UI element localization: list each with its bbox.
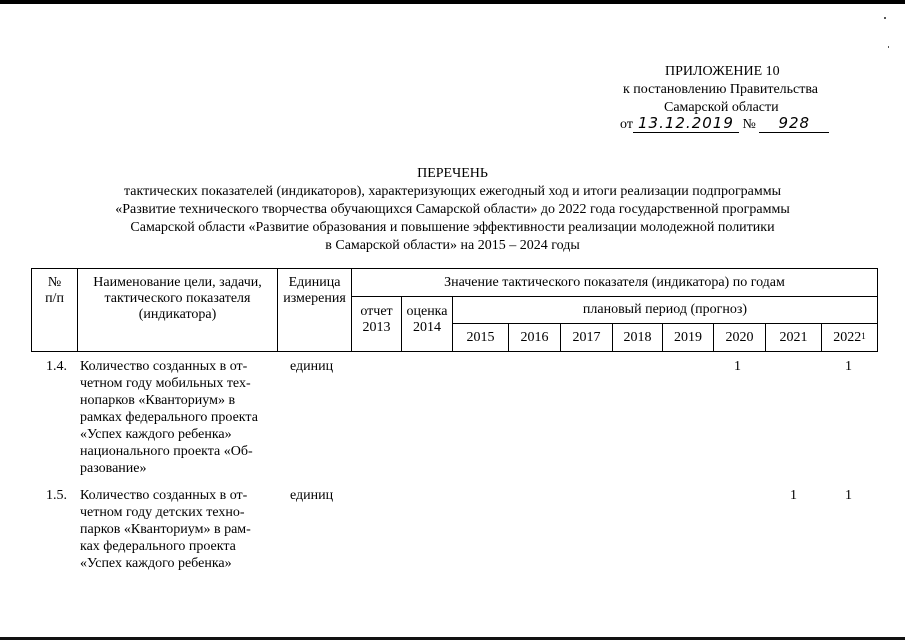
year-2018: 2018	[623, 330, 652, 345]
number-prefix: №	[742, 117, 756, 132]
row-name-line: четном году мобильных тех-	[80, 376, 251, 391]
header-unit-line: измерения	[283, 291, 346, 306]
row-value-2022: 1	[845, 359, 852, 374]
resolution-date: 13.12.2019	[633, 115, 739, 133]
year-2017: 2017	[572, 330, 601, 345]
appendix-resolution: к постановлению Правительства	[623, 82, 819, 97]
title-heading: ПЕРЕЧЕНЬ	[417, 166, 488, 181]
header-plan-period: плановый период (прогноз)	[582, 302, 748, 317]
header-report-line: отчет	[360, 304, 393, 319]
header-no-line: п/п	[45, 291, 64, 306]
header-unit-line: Единица	[288, 275, 341, 290]
year-2021: 2021	[779, 330, 808, 345]
row-name-line: Количество созданных в от-	[80, 488, 248, 503]
date-prefix: от	[620, 117, 633, 132]
row-value-2022: 1	[845, 488, 852, 503]
row-number: 1.5.	[46, 488, 67, 503]
row-name-line: «Успех каждого ребенка»	[80, 427, 232, 442]
title-line: Самарской области «Развитие образования и повышение эффективности реализации молодежной политики	[130, 220, 775, 235]
document-title	[0, 165, 905, 255]
row-name-line: Количество созданных в от-	[80, 359, 248, 374]
scan-speck	[884, 17, 886, 19]
year-2022-label: 2022	[833, 330, 862, 345]
row-name-line: национального проекта «Об-	[80, 444, 253, 459]
appendix-number: ПРИЛОЖЕНИЕ 10	[665, 64, 780, 79]
row-name	[80, 358, 276, 477]
year-2019: 2019	[674, 330, 702, 345]
header-estimate	[402, 304, 452, 336]
row-name-line: нопарков «Кванториум» в	[80, 393, 236, 408]
title-line: в Самарской области» на 2015 – 2024 годы	[325, 238, 580, 253]
header-no-line: №	[47, 275, 62, 290]
header-name-line: (индикатора)	[138, 307, 217, 322]
row-name-line: «Успех каждого ребенка»	[80, 556, 232, 571]
header-estimate-line: 2014	[413, 320, 441, 335]
appendix-date-line	[620, 115, 829, 133]
year-2020: 2020	[725, 330, 754, 345]
year-2016: 2016	[520, 330, 549, 345]
header-name-line: Наименование цели, задачи,	[93, 275, 262, 290]
header-no	[32, 275, 77, 307]
row-name-line: разование»	[80, 461, 147, 476]
row-unit: единиц	[290, 359, 334, 374]
row-name-line: рамках федерального проекта	[80, 410, 258, 425]
title-line: «Развитие технического творчества обучающихся Самарской области» до 2022 года государственной программы	[115, 202, 790, 217]
header-name	[78, 275, 277, 323]
row-name-line: ках федерального проекта	[80, 539, 236, 554]
row-name-line: парков «Кванториум» в рам-	[80, 522, 251, 537]
row-name-line: четном году детских техно-	[80, 505, 245, 520]
header-unit	[277, 275, 352, 307]
title-line: тактических показателей (индикаторов), характеризующих ежегодный ход и итоги реализации подпрограммы	[123, 184, 782, 199]
footnote-mark: 1	[861, 331, 866, 341]
row-name	[80, 487, 276, 572]
year-2015: 2015	[466, 330, 495, 345]
row-value-2020: 1	[734, 359, 741, 374]
year-2022	[822, 330, 877, 346]
row-number: 1.4.	[46, 359, 67, 374]
header-estimate-line: оценка	[406, 304, 448, 319]
scan-speck	[888, 46, 889, 48]
scan-border-top	[0, 0, 905, 4]
row-value-2021: 1	[790, 488, 797, 503]
row-unit: единиц	[290, 488, 334, 503]
header-report-line: 2013	[362, 320, 391, 335]
header-report	[352, 304, 401, 336]
header-name-line: тактического показателя	[104, 291, 251, 306]
resolution-number: 928	[759, 115, 829, 133]
appendix-region: Самарской области	[664, 100, 779, 115]
header-values: Значение тактического показателя (индикатора) по годам	[444, 275, 785, 290]
